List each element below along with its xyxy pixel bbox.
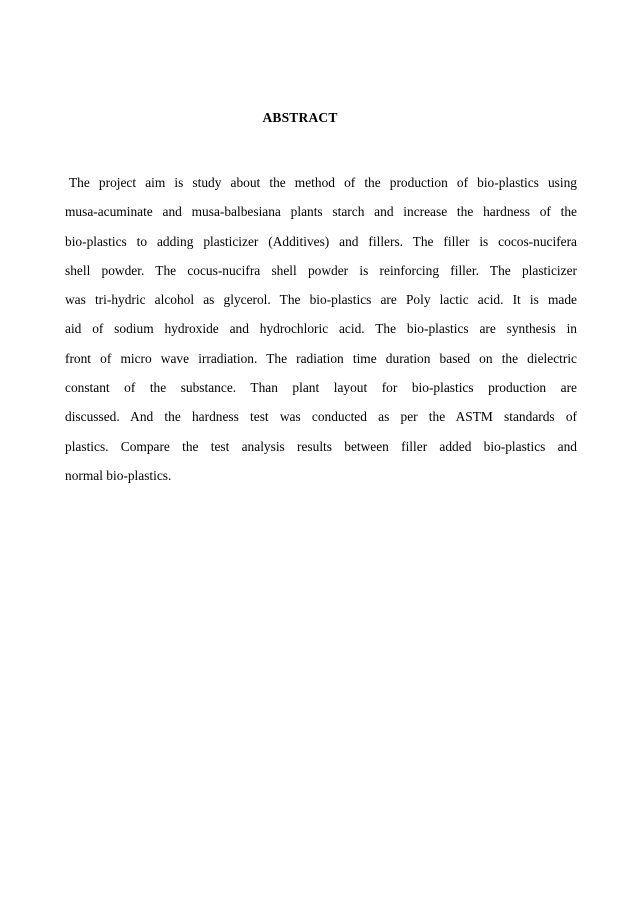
paragraph-line: plastics. Compare the test analysis results between filler added bio-plastics and bbox=[65, 438, 577, 454]
paragraph-line: The project aim is study about the method of the production of bio-plastics using bbox=[69, 175, 577, 190]
paragraph-line: discussed. And the hardness test was conducted as per the ASTM standards of bbox=[65, 409, 577, 425]
paragraph-line: musa-acuminate and musa-balbesiana plants starch and increase the hardness of the bbox=[65, 204, 577, 220]
paragraph-line: normal bio-plastics. bbox=[65, 467, 172, 483]
paragraph-line: front of micro wave irradiation. The radiation time duration based on the dielectric bbox=[65, 350, 577, 366]
paragraph-line: shell powder. The cocus-nucifra shell powder is reinforcing filler. The plasticizer bbox=[65, 262, 577, 278]
paragraph-line: constant of the substance. Than plant layout for bio-plastics production are bbox=[65, 380, 577, 396]
paragraph-line: was tri-hydric alcohol as glycerol. The bio-plastics are Poly lactic acid. It is made bbox=[65, 292, 577, 308]
paragraph-line: aid of sodium hydroxide and hydrochloric acid. The bio-plastics are synthesis in bbox=[65, 321, 577, 337]
abstract-heading: ABSTRACT bbox=[262, 110, 338, 125]
paragraph-line: bio-plastics to adding plasticizer (Additives) and fillers. The filler is cocos-nucifera bbox=[65, 233, 577, 249]
abstract-paragraph bbox=[65, 168, 577, 490]
